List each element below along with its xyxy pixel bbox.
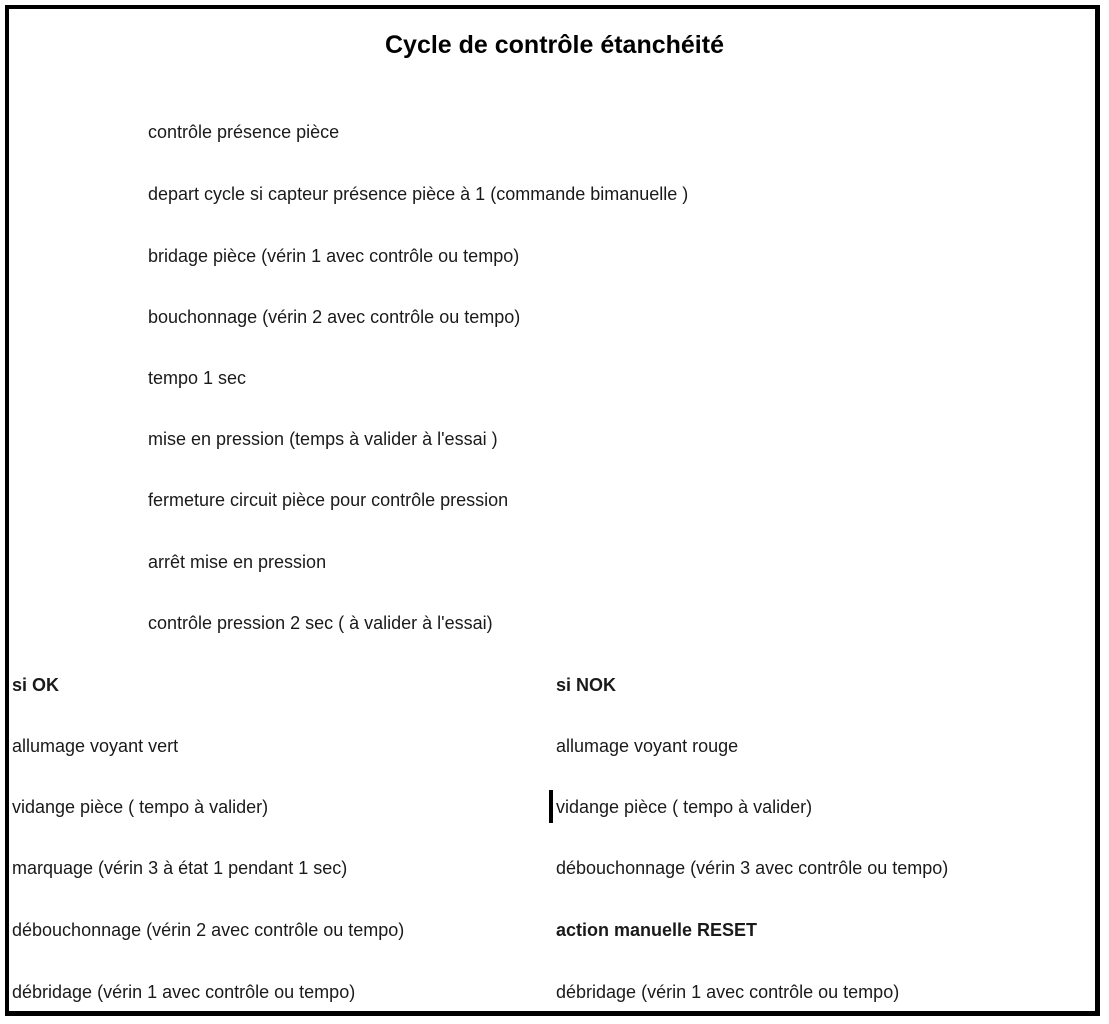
step-item[interactable]: depart cycle si capteur présence pièce à 1 (commande bimanuelle ) [148, 184, 689, 204]
nok-item[interactable]: allumage voyant rouge [556, 736, 739, 756]
step-item[interactable]: fermeture circuit pièce pour contrôle pression [148, 490, 509, 510]
step-item[interactable]: tempo 1 sec [148, 368, 247, 388]
nok-heading: si NOK [556, 675, 617, 695]
text-cursor [549, 790, 553, 823]
step-item[interactable]: contrôle pression 2 sec ( à valider à l'essai) [148, 613, 493, 633]
step-item[interactable]: mise en pression (temps à valider à l'essai ) [148, 429, 498, 449]
ok-item[interactable]: vidange pièce ( tempo à valider) [12, 797, 269, 817]
nok-item-reset[interactable]: action manuelle RESET [556, 920, 758, 940]
ok-item[interactable]: débouchonnage (vérin 2 avec contrôle ou tempo) [12, 920, 405, 940]
ok-item[interactable]: allumage voyant vert [12, 736, 179, 756]
ok-heading: si OK [12, 675, 60, 695]
nok-item[interactable]: débridage (vérin 1 avec contrôle ou tempo) [556, 982, 900, 1002]
ok-item[interactable]: marquage (vérin 3 à état 1 pendant 1 sec) [12, 858, 348, 878]
nok-item[interactable]: débouchonnage (vérin 3 avec contrôle ou tempo) [556, 858, 949, 878]
nok-item[interactable]: vidange pièce ( tempo à valider) [556, 797, 813, 817]
ok-item[interactable]: débridage (vérin 1 avec contrôle ou tempo) [12, 982, 356, 1002]
step-item[interactable]: arrêt mise en pression [148, 552, 327, 572]
document-title: Cycle de contrôle étanchéité [384, 31, 724, 59]
step-item[interactable]: contrôle présence pièce [148, 122, 340, 142]
step-item[interactable]: bouchonnage (vérin 2 avec contrôle ou tempo) [148, 307, 521, 327]
step-item[interactable]: bridage pièce (vérin 1 avec contrôle ou tempo) [148, 246, 520, 266]
